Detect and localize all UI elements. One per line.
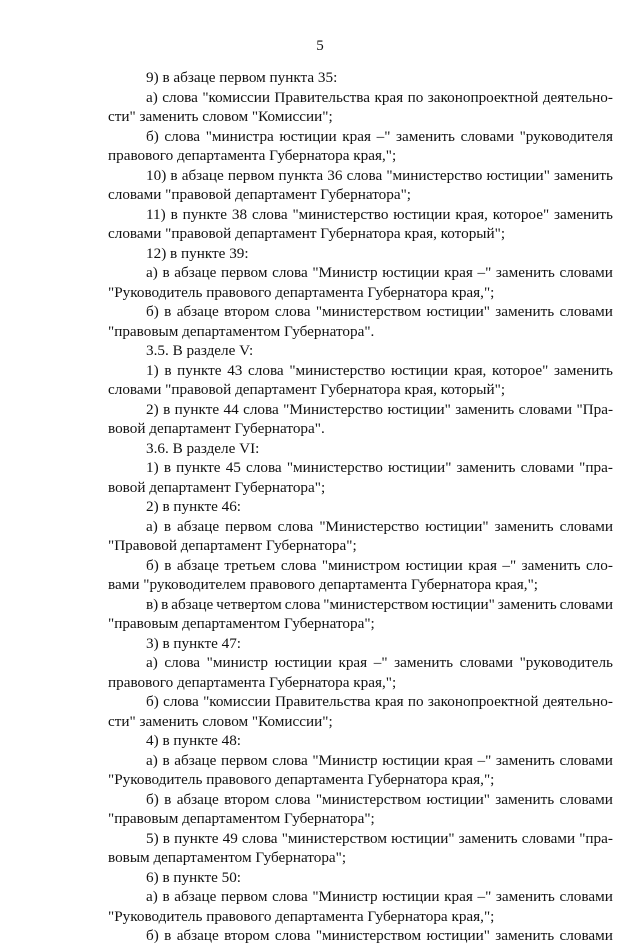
text-line: 4) в пункте 48: xyxy=(146,732,242,749)
text-line: б) в абзаце втором слова "министерством юстиции" заменить словами xyxy=(146,790,613,808)
text-line: а) в абзаце первом слова "Министр юстиции края –" заменить словами xyxy=(146,888,613,905)
text-line: б) в абзаце втором слова "министерством юстиции" заменить словами xyxy=(146,927,613,944)
text-line: б) в абзаце втором слова "министерством юстиции" заменить словами xyxy=(146,303,613,320)
text-line: вовой департамент Губернатора"; xyxy=(108,478,326,496)
text-line: а) в абзаце первом слова "Министерство юстиции" заменить словами xyxy=(146,517,613,535)
text-line: сти" заменить словом "Комиссии"; xyxy=(108,108,333,125)
text-line: сти" заменить словом "Комиссии"; xyxy=(108,712,333,730)
text-line: вовым департаментом Губернатора"; xyxy=(108,849,347,866)
text-line: 10) в абзаце первом пункта 36 слова "министерство юстиции" заменить xyxy=(146,166,613,184)
text-line: "правовым департаментом Губернатора". xyxy=(108,322,375,340)
text-line: 3.5. В разделе V: xyxy=(146,342,254,359)
text-line: "Правовой департамент Губернатора"; xyxy=(108,537,357,554)
text-line: 3) в пункте 47: xyxy=(146,634,242,652)
text-line: правового департамента Губернатора края,"; xyxy=(108,147,397,164)
text-line: 2) в пункте 46: xyxy=(146,498,242,515)
text-line: 1) в пункте 43 слова "министерство юстиции края, которое" заменить xyxy=(146,361,613,379)
text-line: "правовым департаментом Губернатора"; xyxy=(108,615,375,632)
text-line: "Руководитель правового департамента Губернатора края,"; xyxy=(108,771,495,788)
text-line: вовой департамент Губернатора". xyxy=(108,420,325,437)
text-line: а) в абзаце первом слова "Министр юстиции края –" заменить словами xyxy=(146,264,613,281)
text-line: б) слова "министра юстиции края –" заменить словами "руководителя xyxy=(146,127,613,145)
text-line: 6) в пункте 50: xyxy=(146,868,242,886)
text-line: 2) в пункте 44 слова "Министерство юстиции" заменить словами "Пра- xyxy=(146,400,613,418)
text-line: словами "правовой департамент Губернатора"; xyxy=(108,186,411,203)
text-line: а) в абзаце первом слова "Министр юстиции края –" заменить словами xyxy=(146,751,613,769)
text-line: 11) в пункте 38 слова "министерство юстиции края, которое" заменить xyxy=(146,205,613,223)
page-number: 5 xyxy=(316,38,324,54)
document-body xyxy=(108,68,613,946)
text-line: словами "правовой департамент Губернатора края, который"; xyxy=(108,225,506,242)
text-line: "правовым департаментом Губернатора"; xyxy=(108,810,375,827)
text-line: 3.6. В разделе VI: xyxy=(146,439,260,457)
text-line: "Руководитель правового департамента Губернатора края,"; xyxy=(108,283,495,301)
text-line: 12) в пункте 39: xyxy=(146,244,249,262)
text-line: в) в абзаце четвертом слова "министерством юстиции" заменить словами xyxy=(146,595,613,613)
text-line: словами "правовой департамент Губернатора края, который"; xyxy=(108,381,506,398)
text-line: вами "руководителем правового департамента Губернатора края,"; xyxy=(108,576,538,593)
text-line: "Руководитель правового департамента Губернатора края,"; xyxy=(108,907,495,925)
text-line: 9) в абзаце первом пункта 35: xyxy=(146,69,338,86)
text-line: б) в абзаце третьем слова "министром юстиции края –" заменить сло- xyxy=(146,556,613,574)
text-line: а) слова "министр юстиции края –" заменить словами "руководитель xyxy=(146,654,613,671)
text-line: б) слова "комиссии Правительства края по законопроектной деятельно- xyxy=(146,693,613,710)
text-line: а) слова "комиссии Правительства края по законопроектной деятельно- xyxy=(146,88,613,106)
text-line: 5) в пункте 49 слова "министерством юстиции" заменить словами "пра- xyxy=(146,829,613,847)
text-line: правового департамента Губернатора края,"; xyxy=(108,673,397,691)
text-line: 1) в пункте 45 слова "министерство юстиции" заменить словами "пра- xyxy=(146,459,613,476)
